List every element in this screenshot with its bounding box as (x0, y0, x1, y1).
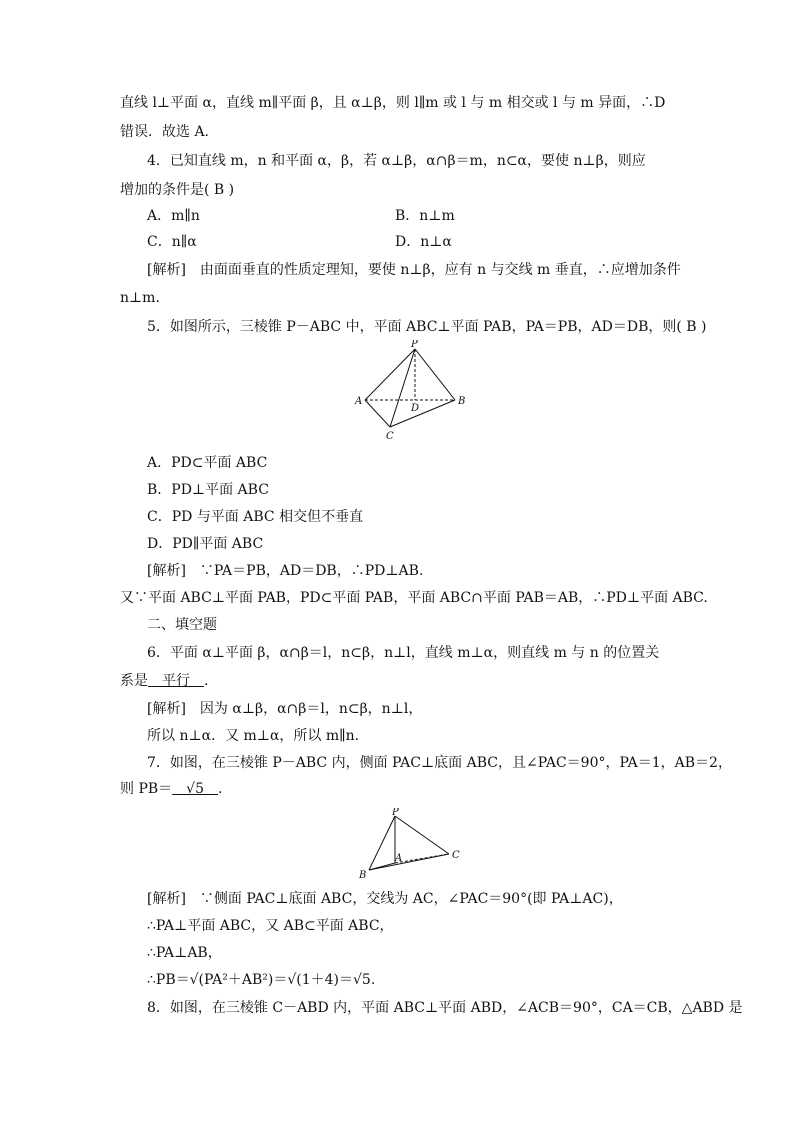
vertex-label-a: A (355, 396, 363, 407)
text-run: . (204, 673, 209, 689)
question-8-stem: 8．如图，在三棱锥 C－ABD 内，平面 ABC⊥平面 ABD，∠ACB＝90°，CA＝CB，△ABD 是 (147, 1000, 743, 1016)
question-5-stem: 5．如图所示，三棱锥 P－ABC 中，平面 ABC⊥平面 PAB，PA＝PB，AD＝DB，则( B ) (147, 319, 707, 335)
option-d: D．n⊥α (395, 234, 452, 250)
pyramid-figure-7 (355, 808, 465, 880)
question-6-stem: 6．平面 α⊥平面 β，α∩β＝l，n⊂β，n⊥l，直线 m⊥α，则直线 m 与 n 的位置关 (147, 645, 660, 661)
analysis-7-cont: ∴PA⊥平面 ABC，又 AB⊂平面 ABC， (147, 918, 394, 934)
analysis-6-cont: 所以 n⊥α．又 m⊥α，所以 m∥n. (147, 728, 360, 744)
vertex-label-b: B (359, 870, 367, 880)
question-4-stem: 4．已知直线 m，n 和平面 α，β，若 α⊥β，α∩β＝m，n⊂α，要使 n⊥β，则应 (147, 153, 646, 169)
vertex-label-c: C (386, 431, 394, 442)
analysis-7-cont: ∴PB＝√(PA²＋AB²)＝√(1＋4)＝√5. (147, 972, 376, 988)
vertex-label-p: P (392, 808, 399, 818)
answer-blank: 平行 (148, 673, 204, 689)
analysis-5-cont: 又∵平面 ABC⊥平面 PAB，PD⊂平面 PAB，平面 ABC∩平面 PAB＝AB，∴PD⊥平面 ABC. (120, 590, 708, 606)
analysis-7: [解析] ∵侧面 PAC⊥底面 ABC，交线为 AC，∠PAC＝90°(即 PA⊥AC)， (147, 891, 623, 907)
vertex-label-b: B (458, 396, 466, 407)
question-7-stem: 7．如图，在三棱锥 P－ABC 内，侧面 PAC⊥底面 ABC，且∠PAC＝90°，PA＝1，AB＝2， (147, 755, 732, 771)
analysis-7-cont: ∴PA⊥AB， (147, 945, 222, 961)
question-6-stem-cont (120, 671, 208, 691)
text-line: 错误．故选 A. (120, 124, 210, 140)
text-run: 系是 (120, 673, 148, 689)
analysis-4: [解析] 由面面垂直的性质定理知，要使 n⊥β，应有 n 与交线 m 垂直，∴应增加条件 (147, 262, 681, 278)
pyramid-figure-5 (350, 340, 470, 442)
analysis-6: [解析] 因为 α⊥β，α∩β＝l，n⊂β，n⊥l， (147, 701, 423, 717)
vertex-label-c: C (452, 850, 460, 861)
vertex-label-a: A (395, 853, 403, 864)
option-c: C．PD 与平面 ABC 相交但不垂直 (147, 509, 364, 525)
question-7-stem-cont (120, 779, 222, 799)
section-heading: 二、填空题 (147, 617, 217, 633)
analysis-5: [解析] ∵PA＝PB，AD＝DB，∴PD⊥AB. (147, 563, 424, 579)
analysis-4-cont: n⊥m. (120, 290, 160, 306)
option-d: D．PD∥平面 ABC (147, 536, 264, 552)
vertex-label-p: P (411, 340, 418, 350)
text-run: 则 PB＝ (120, 781, 173, 797)
text-line: 直线 l⊥平面 α，直线 m∥平面 β，且 α⊥β，则 l∥m 或 l 与 m 相交或 l 与 m 异面，∴D (120, 95, 666, 111)
point-label-d: D (411, 403, 420, 414)
question-4-stem-cont: 增加的条件是( B ) (120, 182, 235, 198)
option-b: B．PD⊥平面 ABC (147, 482, 269, 498)
option-a: A．PD⊂平面 ABC (147, 455, 268, 471)
option-a: A．m∥n (147, 208, 200, 224)
option-c: C．n∥α (147, 234, 197, 250)
text-run: . (218, 781, 223, 797)
answer-blank: √5 (172, 781, 218, 797)
option-b: B．n⊥m (395, 208, 455, 224)
